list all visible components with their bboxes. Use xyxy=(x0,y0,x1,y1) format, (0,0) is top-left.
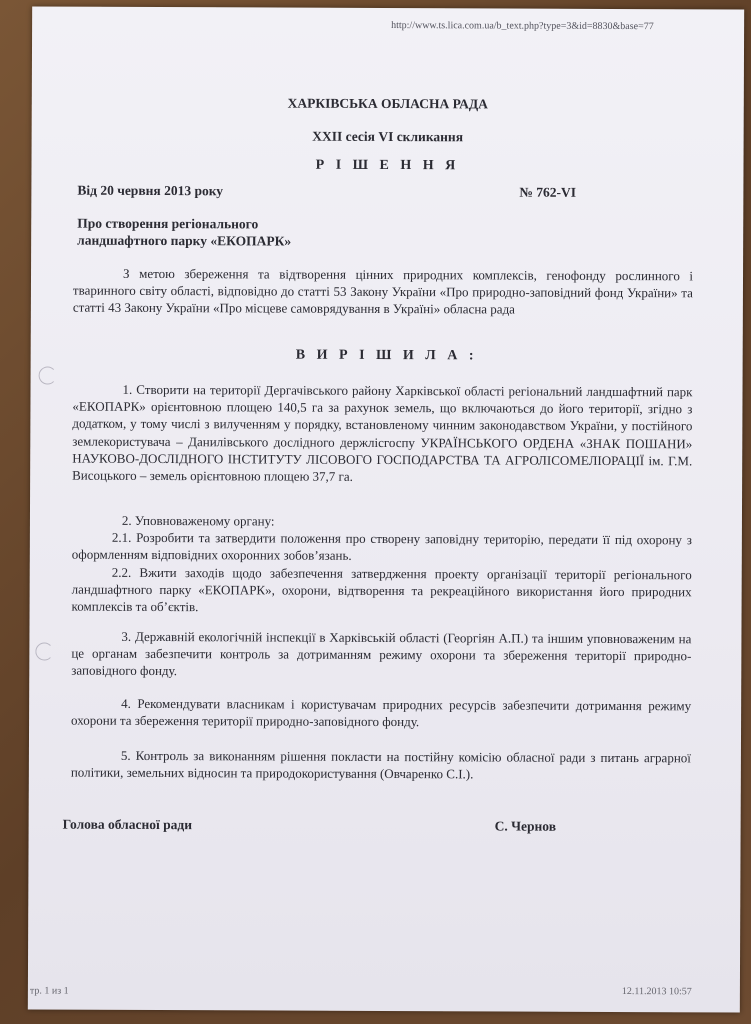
item-1 xyxy=(72,381,692,487)
punch-hole-icon xyxy=(39,366,57,384)
item-2-2-text: 2.2. Вжити заходів щодо забезпечення затвердження проекту організації території регіонального ландшафтного парку «ЕКОПАРК», охорони, відтворення та рекреаційного використання його природних комплексів та об’єктів. xyxy=(71,564,692,615)
decision-date: Від 20 червня 2013 року xyxy=(77,182,224,199)
subject-line-1: Про створення регіонального xyxy=(77,215,259,232)
item-1-text: 1. Створити на території Дергачівського району Харківської області регіональний ландшафтний парк «ЕКОПАРК» орієнтовною площею 140,5 га за рахунок земель, що включаються до його території, згідно з додатком, у тому числі з вилученням у порядку, встановленому чинним законодавством України, у постійного землекористувача – Данилівського дослідного держлісгоспу УКРАЇНСЬКОГО ОРДЕНА «ЗНАК ПОШАНИ» НАУКОВО-ДОСЛІДНОГО ІНСТИТУТУ ЛІСОВОГО ГОСПОДАРСТВА ТА АГРОЛІСОМЕЛІОРАЦІЇ ім. Г.М. Висоцького – земель орієнтовною площею 37,7 га. xyxy=(72,381,693,484)
item-2-1-text: 2.1. Розробити та затвердити положення про створену заповідну територію, передати її під охорону з оформленням відповідних охоронних зобов’язань. xyxy=(71,530,692,564)
item-5-text: 5. Контроль за виконанням рішення покласти на постійну комісію обласної ради з питань аграрної політики, земельних відносин та природокористування (Овчаренко С.І.). xyxy=(70,747,691,782)
item-3-text: 3. Державній екологічній інспекції в Харківській області (Георгіян А.П.) та іншим уповноваженим на це органам забезпечити контроль за дотриманням режиму охорони та збереження території природно-заповідного фонду. xyxy=(71,628,692,679)
decision-number: № 762-VI xyxy=(519,184,577,200)
intro-paragraph xyxy=(73,265,693,319)
signer-title: Голова обласної ради xyxy=(62,816,193,833)
council-name: ХАРКІВСЬКА ОБЛАСНА РАДА xyxy=(287,95,488,112)
intro-text: З метою збереження та відтворення цінних природних комплексів, генофонду рослинного і тваринного світу області, відповідно до статті 53 Закону України «Про природно-заповідний фонд України» та статті 43 Закону України «Про місцеве самоврядування в Україні» обласна рада xyxy=(72,265,694,317)
subject-line-2: ландшафтного парку «ЕКОПАРК» xyxy=(77,232,292,249)
footer-print-date: 12.11.2013 10:57 xyxy=(621,986,692,998)
header-url: http://www.ts.lica.com.ua/b_text.php?type=3&id=8830&base=77 xyxy=(391,20,654,33)
decision-subject xyxy=(77,215,291,250)
signer-name: С. Чернов xyxy=(494,818,557,834)
session-line: XXII сесія VI скликання xyxy=(312,128,464,145)
decision-title: Р І Ш Е Н Н Я xyxy=(315,157,460,174)
punch-hole-icon xyxy=(35,642,53,660)
item-2 xyxy=(72,512,692,618)
item-4 xyxy=(71,695,691,732)
item-3 xyxy=(71,628,691,682)
resolved-heading: В И Р І Ш И Л А : xyxy=(295,347,478,364)
footer-page-count: тр. 1 из 1 xyxy=(29,985,69,997)
item-2-title: 2. Уповноваженому органу: xyxy=(121,512,275,529)
item-5 xyxy=(71,747,691,784)
item-4-text: 4. Рекомендувати власникам і користувачам природних ресурсів забезпечити дотримання режиму охорони та збереження території природно-заповідного фонду. xyxy=(71,695,692,730)
document-page xyxy=(28,6,744,1012)
